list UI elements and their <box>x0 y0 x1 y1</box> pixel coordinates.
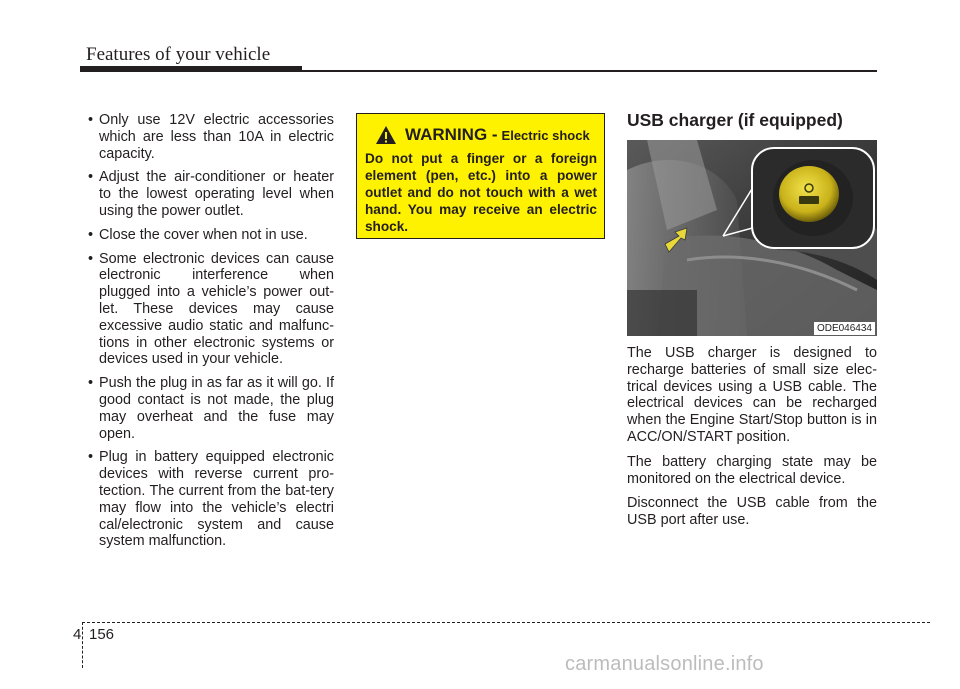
footer-divider <box>82 622 83 668</box>
usb-charger-photo <box>627 140 877 336</box>
usb-charger-illustration <box>627 140 877 336</box>
page-number: 156 <box>89 626 115 643</box>
paragraph: The battery charging state may be monitored on the electrical device. <box>627 453 877 487</box>
precaution-list <box>86 112 334 550</box>
section-title: USB charger (if equipped) <box>627 110 843 130</box>
list-item: • Only use 12V electric accessories which are less than 10A in electric capacity. <box>86 112 334 162</box>
list-item: • Plug in battery equipped electronic devices with reverse current pro-tection. The current from the bat-tery may flow into the vehicle’s electri cal/electronic system and cause system malfunction. <box>86 449 334 550</box>
warning-subtitle: Electric shock <box>501 127 590 143</box>
right-column <box>627 345 877 537</box>
header-bar <box>80 66 302 72</box>
list-item: • Push the plug in as far as it will go. If good contact is not made, the plug may overheat and the fuse may open. <box>86 375 334 442</box>
page-header-title: Features of your vehicle <box>86 44 271 65</box>
warning-header <box>369 124 599 146</box>
warning-body: Do not put a finger or a foreign element (pen, etc.) into a power outlet and do not touch with a wet hand. You may receive an electric shock. <box>365 151 597 234</box>
left-column <box>86 112 334 557</box>
warning-title: WARNING - <box>405 125 498 144</box>
footer-rule <box>82 622 930 623</box>
list-item: • Adjust the air-conditioner or heater to the lowest operating level when using the power outlet. <box>86 169 334 219</box>
list-item: • Some electronic devices can cause electronic interference when plugged into a vehicle’s power out-let. These devices may cause excessive audio static and malfunc-tions in other electronic systems or devices used in your vehicle. <box>86 251 334 369</box>
watermark: carmanualsonline.info <box>565 653 764 675</box>
warning-box <box>356 113 605 239</box>
list-item: • Close the cover when not in use. <box>86 227 334 244</box>
chapter-number: 4 <box>73 626 82 643</box>
paragraph: Disconnect the USB cable from the USB port after use. <box>627 495 877 529</box>
image-code: ODE046434 <box>814 322 875 335</box>
paragraph: The USB charger is designed to recharge batteries of small size elec-trical devices using a USB cable. The electrical devices can be recharged when the Engine Start/Stop button is in ACC/ON/START position. <box>627 345 877 445</box>
header-rule <box>302 70 877 72</box>
warning-triangle-icon <box>375 125 397 145</box>
